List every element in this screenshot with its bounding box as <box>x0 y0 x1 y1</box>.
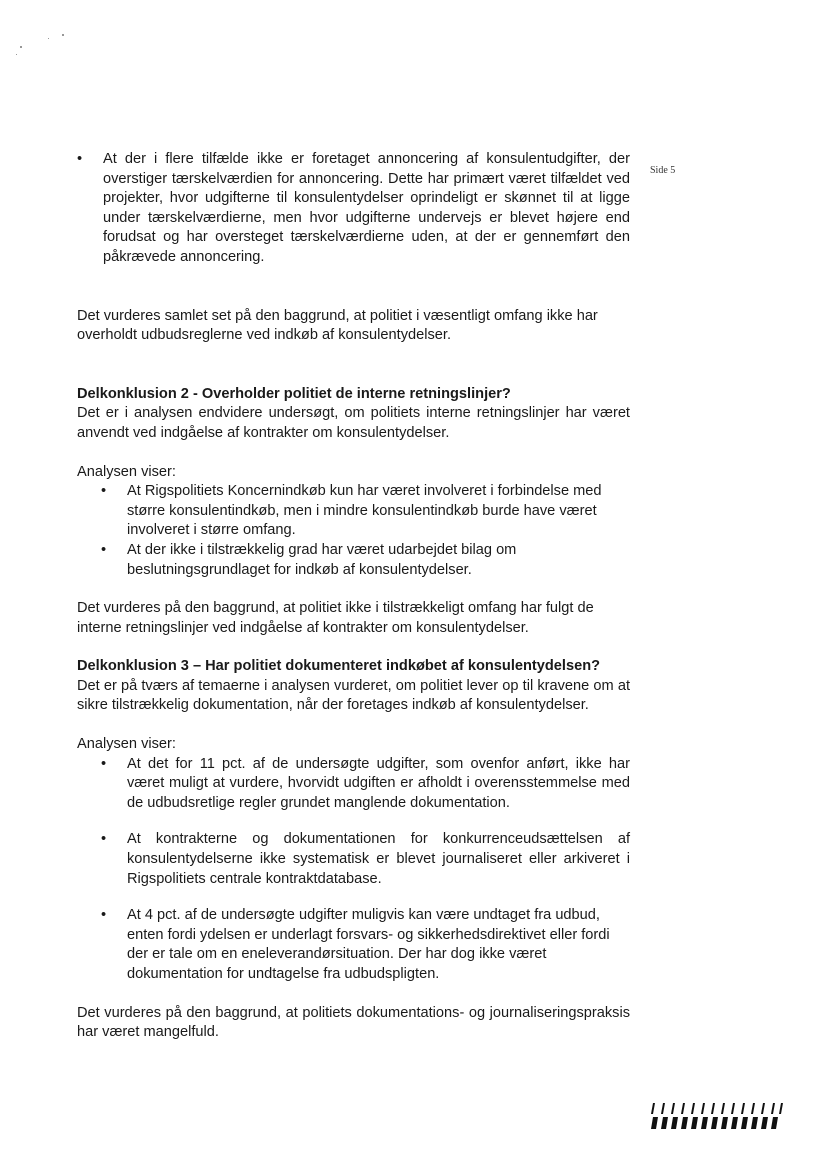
bullet-dot-icon: • <box>101 541 107 558</box>
list-item <box>101 541 630 580</box>
conclusion-paragraph: Det vurderes samlet set på den baggrund, at politiet i væsentligt omfang ikke har overholdt udbudsreglerne ved indkøb af konsulentydelser. <box>77 307 598 344</box>
bullet-text: At der ikke i tilstrækkelig grad har været udarbejdet bilag om beslutningsgrundlaget for indkøb af konsulentydelser. <box>127 541 517 578</box>
bullet-list <box>101 482 630 580</box>
conclusion-paragraph: Det vurderes på den baggrund, at politiet ikke i tilstrækkeligt omfang har fulgt de interne retningslinjer ved indgåelse af kontrakter om konsulentydelser. <box>77 600 594 636</box>
section-intro: Det er på tværs af temaerne i analysen vurderet, om politiet lever op til kravene om at sikre tilstrækkelig dokumentation, når der foretages indkøb af konsulentydelser. <box>77 677 630 714</box>
barcode-icon <box>651 1103 783 1129</box>
bullet-dot-icon: • <box>101 831 107 848</box>
bullet-text: At kontrakterne og dokumentationen for konkurrenceudsættelsen af konsulentydelserne ikke systematisk er blevet journaliseret eller arkiveret i Rigspolitiets centrale kontraktdatabase. <box>127 831 630 887</box>
document-body <box>77 150 630 1043</box>
section-heading: Delkonklusion 2 - Overholder politiet de interne retningslinjer? <box>77 385 511 402</box>
analysis-label: Analysen viser: <box>77 736 176 753</box>
list-item <box>101 482 630 541</box>
bullet-list <box>101 755 630 985</box>
conclusion-paragraph: Det vurderes på den baggrund, at politiets dokumentations- og journaliseringspraksis har været mangelfuld. <box>77 1004 630 1041</box>
bullet-text: At 4 pct. af de undersøgte udgifter muligvis kan være undtaget fra udbud, enten fordi ydelsen er underlagt forsvars- og sikkerhedsdirektivet eller fordi der er tale om en eneleverandørsituation. Der har dog ikke været dokumentation for undtagelse fra udbudspligten. <box>127 907 610 982</box>
bullet-dot-icon: • <box>101 907 107 924</box>
section-intro: Det er i analysen endvidere undersøgt, om politiets interne retningslinjer har været anvendt ved indgåelse af kontrakter om konsulentydelser. <box>77 405 630 441</box>
list-item <box>101 755 630 814</box>
scan-specks <box>14 34 74 74</box>
bullet-dot-icon: • <box>77 151 83 167</box>
list-item <box>101 830 630 889</box>
bullet-text: At der i flere tilfælde ikke er foretaget annoncering af konsulentudgifter, der overstiger tærskelværdien for annoncering. Dette har primært været tilfældet ved projekter, hvor udgifterne til konsulentydelser oprindeligt er skønnet til at ligge under tærskelværdierne, men hvor udgifterne undervejs er blevet højere end forudsat og har oversteget tærskelværdierne uden, at der er gennemført den påkrævede annoncering. <box>103 151 630 265</box>
list-item <box>101 906 630 984</box>
page-number: Side 5 <box>650 165 676 176</box>
analysis-label: Analysen viser: <box>77 463 176 480</box>
bullet-text: At Rigspolitiets Koncernindkøb kun har været involveret i forbindelse med større konsulentindkøb, men i mindre konsulentindkøb burde have været involveret i større omfang. <box>127 483 602 539</box>
bullet-dot-icon: • <box>101 755 107 772</box>
section-heading: Delkonklusion 3 – Har politiet dokumenteret indkøbet af konsulentydelsen? <box>77 658 601 675</box>
bullet-dot-icon: • <box>101 483 107 500</box>
bullet-text: At det for 11 pct. af de undersøgte udgifter, som ovenfor anført, ikke har været muligt at vurdere, hvorvidt udgiften er afholdt i overensstemmelse med de udbudsretlige regler grundet manglende dokumentation. <box>127 755 630 811</box>
intro-bullet <box>77 150 630 268</box>
